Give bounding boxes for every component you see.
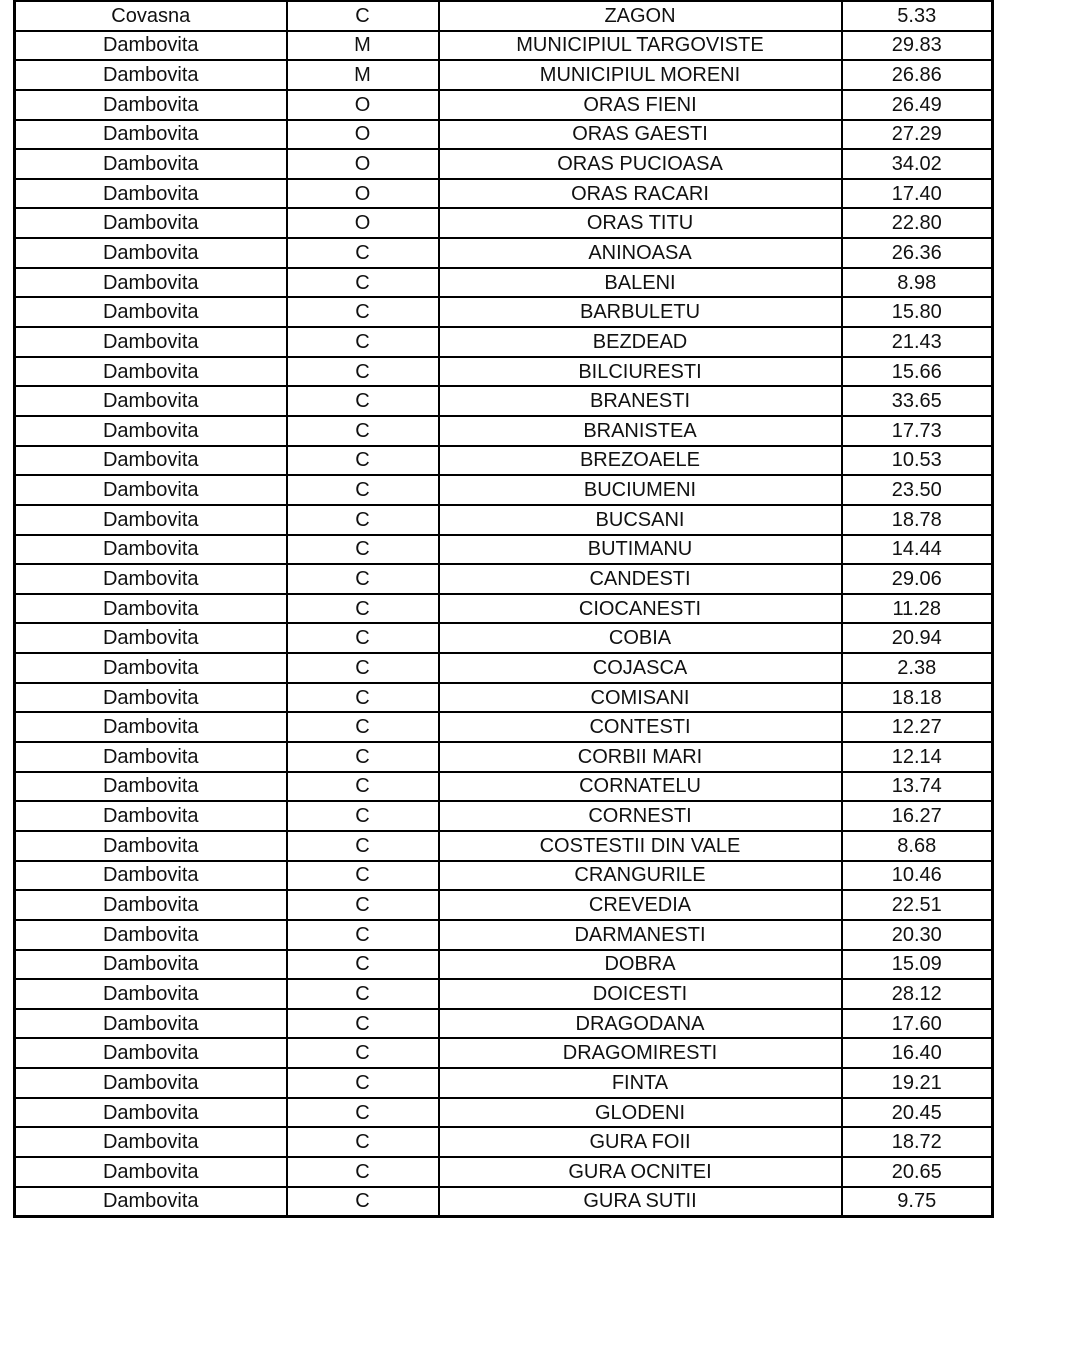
county-cell: Dambovita bbox=[15, 238, 287, 268]
table-row bbox=[15, 1068, 993, 1098]
type-cell: C bbox=[287, 950, 439, 980]
type-cell: C bbox=[287, 1187, 439, 1217]
county-cell: Dambovita bbox=[15, 505, 287, 535]
county-cell: Dambovita bbox=[15, 1038, 287, 1068]
value-cell: 20.94 bbox=[842, 623, 993, 653]
type-cell: C bbox=[287, 446, 439, 476]
value-cell: 12.14 bbox=[842, 742, 993, 772]
table-row bbox=[15, 712, 993, 742]
table-row bbox=[15, 979, 993, 1009]
table-row bbox=[15, 386, 993, 416]
value-cell: 5.33 bbox=[842, 1, 993, 31]
locality-cell: BUTIMANU bbox=[439, 535, 842, 565]
table-row bbox=[15, 505, 993, 535]
value-cell: 18.18 bbox=[842, 683, 993, 713]
table-row bbox=[15, 742, 993, 772]
value-cell: 26.36 bbox=[842, 238, 993, 268]
county-cell: Dambovita bbox=[15, 268, 287, 298]
county-cell: Dambovita bbox=[15, 920, 287, 950]
county-cell: Dambovita bbox=[15, 179, 287, 209]
county-cell: Dambovita bbox=[15, 594, 287, 624]
locality-cell: DOBRA bbox=[439, 950, 842, 980]
data-table-container bbox=[13, 0, 994, 1218]
locality-cell: GURA SUTII bbox=[439, 1187, 842, 1217]
county-cell: Dambovita bbox=[15, 60, 287, 90]
locality-cell: CONTESTI bbox=[439, 712, 842, 742]
locality-cell: BRANISTEA bbox=[439, 416, 842, 446]
type-cell: C bbox=[287, 712, 439, 742]
county-cell: Dambovita bbox=[15, 386, 287, 416]
type-cell: C bbox=[287, 1009, 439, 1039]
value-cell: 17.60 bbox=[842, 1009, 993, 1039]
table-row bbox=[15, 1098, 993, 1128]
table-row bbox=[15, 446, 993, 476]
type-cell: C bbox=[287, 564, 439, 594]
value-cell: 8.98 bbox=[842, 268, 993, 298]
county-cell: Dambovita bbox=[15, 416, 287, 446]
value-cell: 15.09 bbox=[842, 950, 993, 980]
value-cell: 16.27 bbox=[842, 801, 993, 831]
type-cell: C bbox=[287, 386, 439, 416]
table-row bbox=[15, 535, 993, 565]
locality-cell: CREVEDIA bbox=[439, 890, 842, 920]
type-cell: C bbox=[287, 505, 439, 535]
value-cell: 18.78 bbox=[842, 505, 993, 535]
table-row bbox=[15, 416, 993, 446]
locality-cell: ANINOASA bbox=[439, 238, 842, 268]
county-cell: Dambovita bbox=[15, 683, 287, 713]
table-row bbox=[15, 594, 993, 624]
value-cell: 8.68 bbox=[842, 831, 993, 861]
county-cell: Dambovita bbox=[15, 772, 287, 802]
county-cell: Dambovita bbox=[15, 1009, 287, 1039]
locality-cell: CORBII MARI bbox=[439, 742, 842, 772]
county-cell: Dambovita bbox=[15, 831, 287, 861]
locality-cell: BALENI bbox=[439, 268, 842, 298]
type-cell: C bbox=[287, 623, 439, 653]
value-cell: 13.74 bbox=[842, 772, 993, 802]
county-cell: Dambovita bbox=[15, 623, 287, 653]
table-row bbox=[15, 60, 993, 90]
value-cell: 29.83 bbox=[842, 31, 993, 61]
value-cell: 33.65 bbox=[842, 386, 993, 416]
county-cell: Dambovita bbox=[15, 446, 287, 476]
type-cell: C bbox=[287, 801, 439, 831]
table-row bbox=[15, 268, 993, 298]
locality-cell: FINTA bbox=[439, 1068, 842, 1098]
table-row bbox=[15, 357, 993, 387]
type-cell: C bbox=[287, 1157, 439, 1187]
county-cell: Dambovita bbox=[15, 742, 287, 772]
county-cell: Dambovita bbox=[15, 357, 287, 387]
locality-cell: ORAS PUCIOASA bbox=[439, 149, 842, 179]
table-row bbox=[15, 1187, 993, 1217]
value-cell: 11.28 bbox=[842, 594, 993, 624]
value-cell: 20.65 bbox=[842, 1157, 993, 1187]
county-cell: Dambovita bbox=[15, 327, 287, 357]
type-cell: C bbox=[287, 1098, 439, 1128]
county-cell: Dambovita bbox=[15, 861, 287, 891]
type-cell: C bbox=[287, 831, 439, 861]
county-cell: Dambovita bbox=[15, 1098, 287, 1128]
county-cell: Dambovita bbox=[15, 712, 287, 742]
type-cell: C bbox=[287, 475, 439, 505]
locality-cell: CORNESTI bbox=[439, 801, 842, 831]
locality-cell: CRANGURILE bbox=[439, 861, 842, 891]
table-row bbox=[15, 831, 993, 861]
value-cell: 17.40 bbox=[842, 179, 993, 209]
locality-cell: BILCIURESTI bbox=[439, 357, 842, 387]
locality-cell: BARBULETU bbox=[439, 297, 842, 327]
type-cell: C bbox=[287, 890, 439, 920]
type-cell: M bbox=[287, 31, 439, 61]
type-cell: C bbox=[287, 594, 439, 624]
value-cell: 17.73 bbox=[842, 416, 993, 446]
table-row bbox=[15, 31, 993, 61]
value-cell: 20.30 bbox=[842, 920, 993, 950]
data-table bbox=[13, 0, 994, 1218]
type-cell: C bbox=[287, 772, 439, 802]
county-cell: Dambovita bbox=[15, 208, 287, 238]
type-cell: C bbox=[287, 1127, 439, 1157]
locality-cell: BRANESTI bbox=[439, 386, 842, 416]
locality-cell: ORAS TITU bbox=[439, 208, 842, 238]
table-row bbox=[15, 1157, 993, 1187]
county-cell: Covasna bbox=[15, 1, 287, 31]
type-cell: M bbox=[287, 60, 439, 90]
value-cell: 10.46 bbox=[842, 861, 993, 891]
type-cell: C bbox=[287, 1068, 439, 1098]
value-cell: 26.49 bbox=[842, 90, 993, 120]
locality-cell: CANDESTI bbox=[439, 564, 842, 594]
table-row bbox=[15, 890, 993, 920]
table-row bbox=[15, 861, 993, 891]
type-cell: C bbox=[287, 1038, 439, 1068]
type-cell: C bbox=[287, 268, 439, 298]
type-cell: C bbox=[287, 327, 439, 357]
locality-cell: COBIA bbox=[439, 623, 842, 653]
locality-cell: CIOCANESTI bbox=[439, 594, 842, 624]
value-cell: 12.27 bbox=[842, 712, 993, 742]
table-row bbox=[15, 772, 993, 802]
locality-cell: COMISANI bbox=[439, 683, 842, 713]
type-cell: C bbox=[287, 683, 439, 713]
county-cell: Dambovita bbox=[15, 1127, 287, 1157]
value-cell: 18.72 bbox=[842, 1127, 993, 1157]
locality-cell: MUNICIPIUL TARGOVISTE bbox=[439, 31, 842, 61]
locality-cell: ORAS RACARI bbox=[439, 179, 842, 209]
table-row bbox=[15, 1038, 993, 1068]
county-cell: Dambovita bbox=[15, 1068, 287, 1098]
county-cell: Dambovita bbox=[15, 31, 287, 61]
locality-cell: DRAGODANA bbox=[439, 1009, 842, 1039]
locality-cell: BUCIUMENI bbox=[439, 475, 842, 505]
value-cell: 34.02 bbox=[842, 149, 993, 179]
type-cell: C bbox=[287, 979, 439, 1009]
table-row bbox=[15, 564, 993, 594]
locality-cell: DRAGOMIRESTI bbox=[439, 1038, 842, 1068]
county-cell: Dambovita bbox=[15, 149, 287, 179]
type-cell: C bbox=[287, 297, 439, 327]
county-cell: Dambovita bbox=[15, 890, 287, 920]
type-cell: O bbox=[287, 90, 439, 120]
table-row bbox=[15, 90, 993, 120]
table-row bbox=[15, 801, 993, 831]
type-cell: C bbox=[287, 742, 439, 772]
type-cell: O bbox=[287, 120, 439, 150]
table-row bbox=[15, 327, 993, 357]
locality-cell: GLODENI bbox=[439, 1098, 842, 1128]
county-cell: Dambovita bbox=[15, 653, 287, 683]
type-cell: O bbox=[287, 149, 439, 179]
locality-cell: DOICESTI bbox=[439, 979, 842, 1009]
table-row bbox=[15, 297, 993, 327]
county-cell: Dambovita bbox=[15, 564, 287, 594]
locality-cell: COJASCA bbox=[439, 653, 842, 683]
value-cell: 28.12 bbox=[842, 979, 993, 1009]
locality-cell: ORAS GAESTI bbox=[439, 120, 842, 150]
county-cell: Dambovita bbox=[15, 979, 287, 1009]
type-cell: O bbox=[287, 208, 439, 238]
type-cell: C bbox=[287, 653, 439, 683]
table-row bbox=[15, 1, 993, 31]
table-row bbox=[15, 1127, 993, 1157]
value-cell: 15.66 bbox=[842, 357, 993, 387]
locality-cell: GURA OCNITEI bbox=[439, 1157, 842, 1187]
locality-cell: BEZDEAD bbox=[439, 327, 842, 357]
value-cell: 27.29 bbox=[842, 120, 993, 150]
value-cell: 14.44 bbox=[842, 535, 993, 565]
table-body bbox=[15, 1, 993, 1217]
locality-cell: CORNATELU bbox=[439, 772, 842, 802]
type-cell: C bbox=[287, 920, 439, 950]
county-cell: Dambovita bbox=[15, 801, 287, 831]
locality-cell: BREZOAELE bbox=[439, 446, 842, 476]
type-cell: O bbox=[287, 179, 439, 209]
value-cell: 21.43 bbox=[842, 327, 993, 357]
value-cell: 23.50 bbox=[842, 475, 993, 505]
value-cell: 22.51 bbox=[842, 890, 993, 920]
type-cell: C bbox=[287, 535, 439, 565]
county-cell: Dambovita bbox=[15, 475, 287, 505]
value-cell: 19.21 bbox=[842, 1068, 993, 1098]
table-row bbox=[15, 950, 993, 980]
value-cell: 22.80 bbox=[842, 208, 993, 238]
county-cell: Dambovita bbox=[15, 950, 287, 980]
type-cell: C bbox=[287, 357, 439, 387]
table-row bbox=[15, 208, 993, 238]
type-cell: C bbox=[287, 238, 439, 268]
table-row bbox=[15, 920, 993, 950]
table-row bbox=[15, 179, 993, 209]
table-row bbox=[15, 623, 993, 653]
locality-cell: MUNICIPIUL MORENI bbox=[439, 60, 842, 90]
table-row bbox=[15, 475, 993, 505]
value-cell: 26.86 bbox=[842, 60, 993, 90]
county-cell: Dambovita bbox=[15, 120, 287, 150]
value-cell: 9.75 bbox=[842, 1187, 993, 1217]
type-cell: C bbox=[287, 1, 439, 31]
locality-cell: COSTESTII DIN VALE bbox=[439, 831, 842, 861]
locality-cell: GURA FOII bbox=[439, 1127, 842, 1157]
table-row bbox=[15, 149, 993, 179]
type-cell: C bbox=[287, 416, 439, 446]
value-cell: 15.80 bbox=[842, 297, 993, 327]
county-cell: Dambovita bbox=[15, 535, 287, 565]
table-row bbox=[15, 683, 993, 713]
value-cell: 29.06 bbox=[842, 564, 993, 594]
county-cell: Dambovita bbox=[15, 1187, 287, 1217]
county-cell: Dambovita bbox=[15, 90, 287, 120]
type-cell: C bbox=[287, 861, 439, 891]
table-row bbox=[15, 653, 993, 683]
value-cell: 10.53 bbox=[842, 446, 993, 476]
locality-cell: ORAS FIENI bbox=[439, 90, 842, 120]
table-row bbox=[15, 120, 993, 150]
value-cell: 20.45 bbox=[842, 1098, 993, 1128]
table-row bbox=[15, 1009, 993, 1039]
county-cell: Dambovita bbox=[15, 1157, 287, 1187]
locality-cell: ZAGON bbox=[439, 1, 842, 31]
locality-cell: BUCSANI bbox=[439, 505, 842, 535]
county-cell: Dambovita bbox=[15, 297, 287, 327]
value-cell: 16.40 bbox=[842, 1038, 993, 1068]
locality-cell: DARMANESTI bbox=[439, 920, 842, 950]
table-row bbox=[15, 238, 993, 268]
value-cell: 2.38 bbox=[842, 653, 993, 683]
